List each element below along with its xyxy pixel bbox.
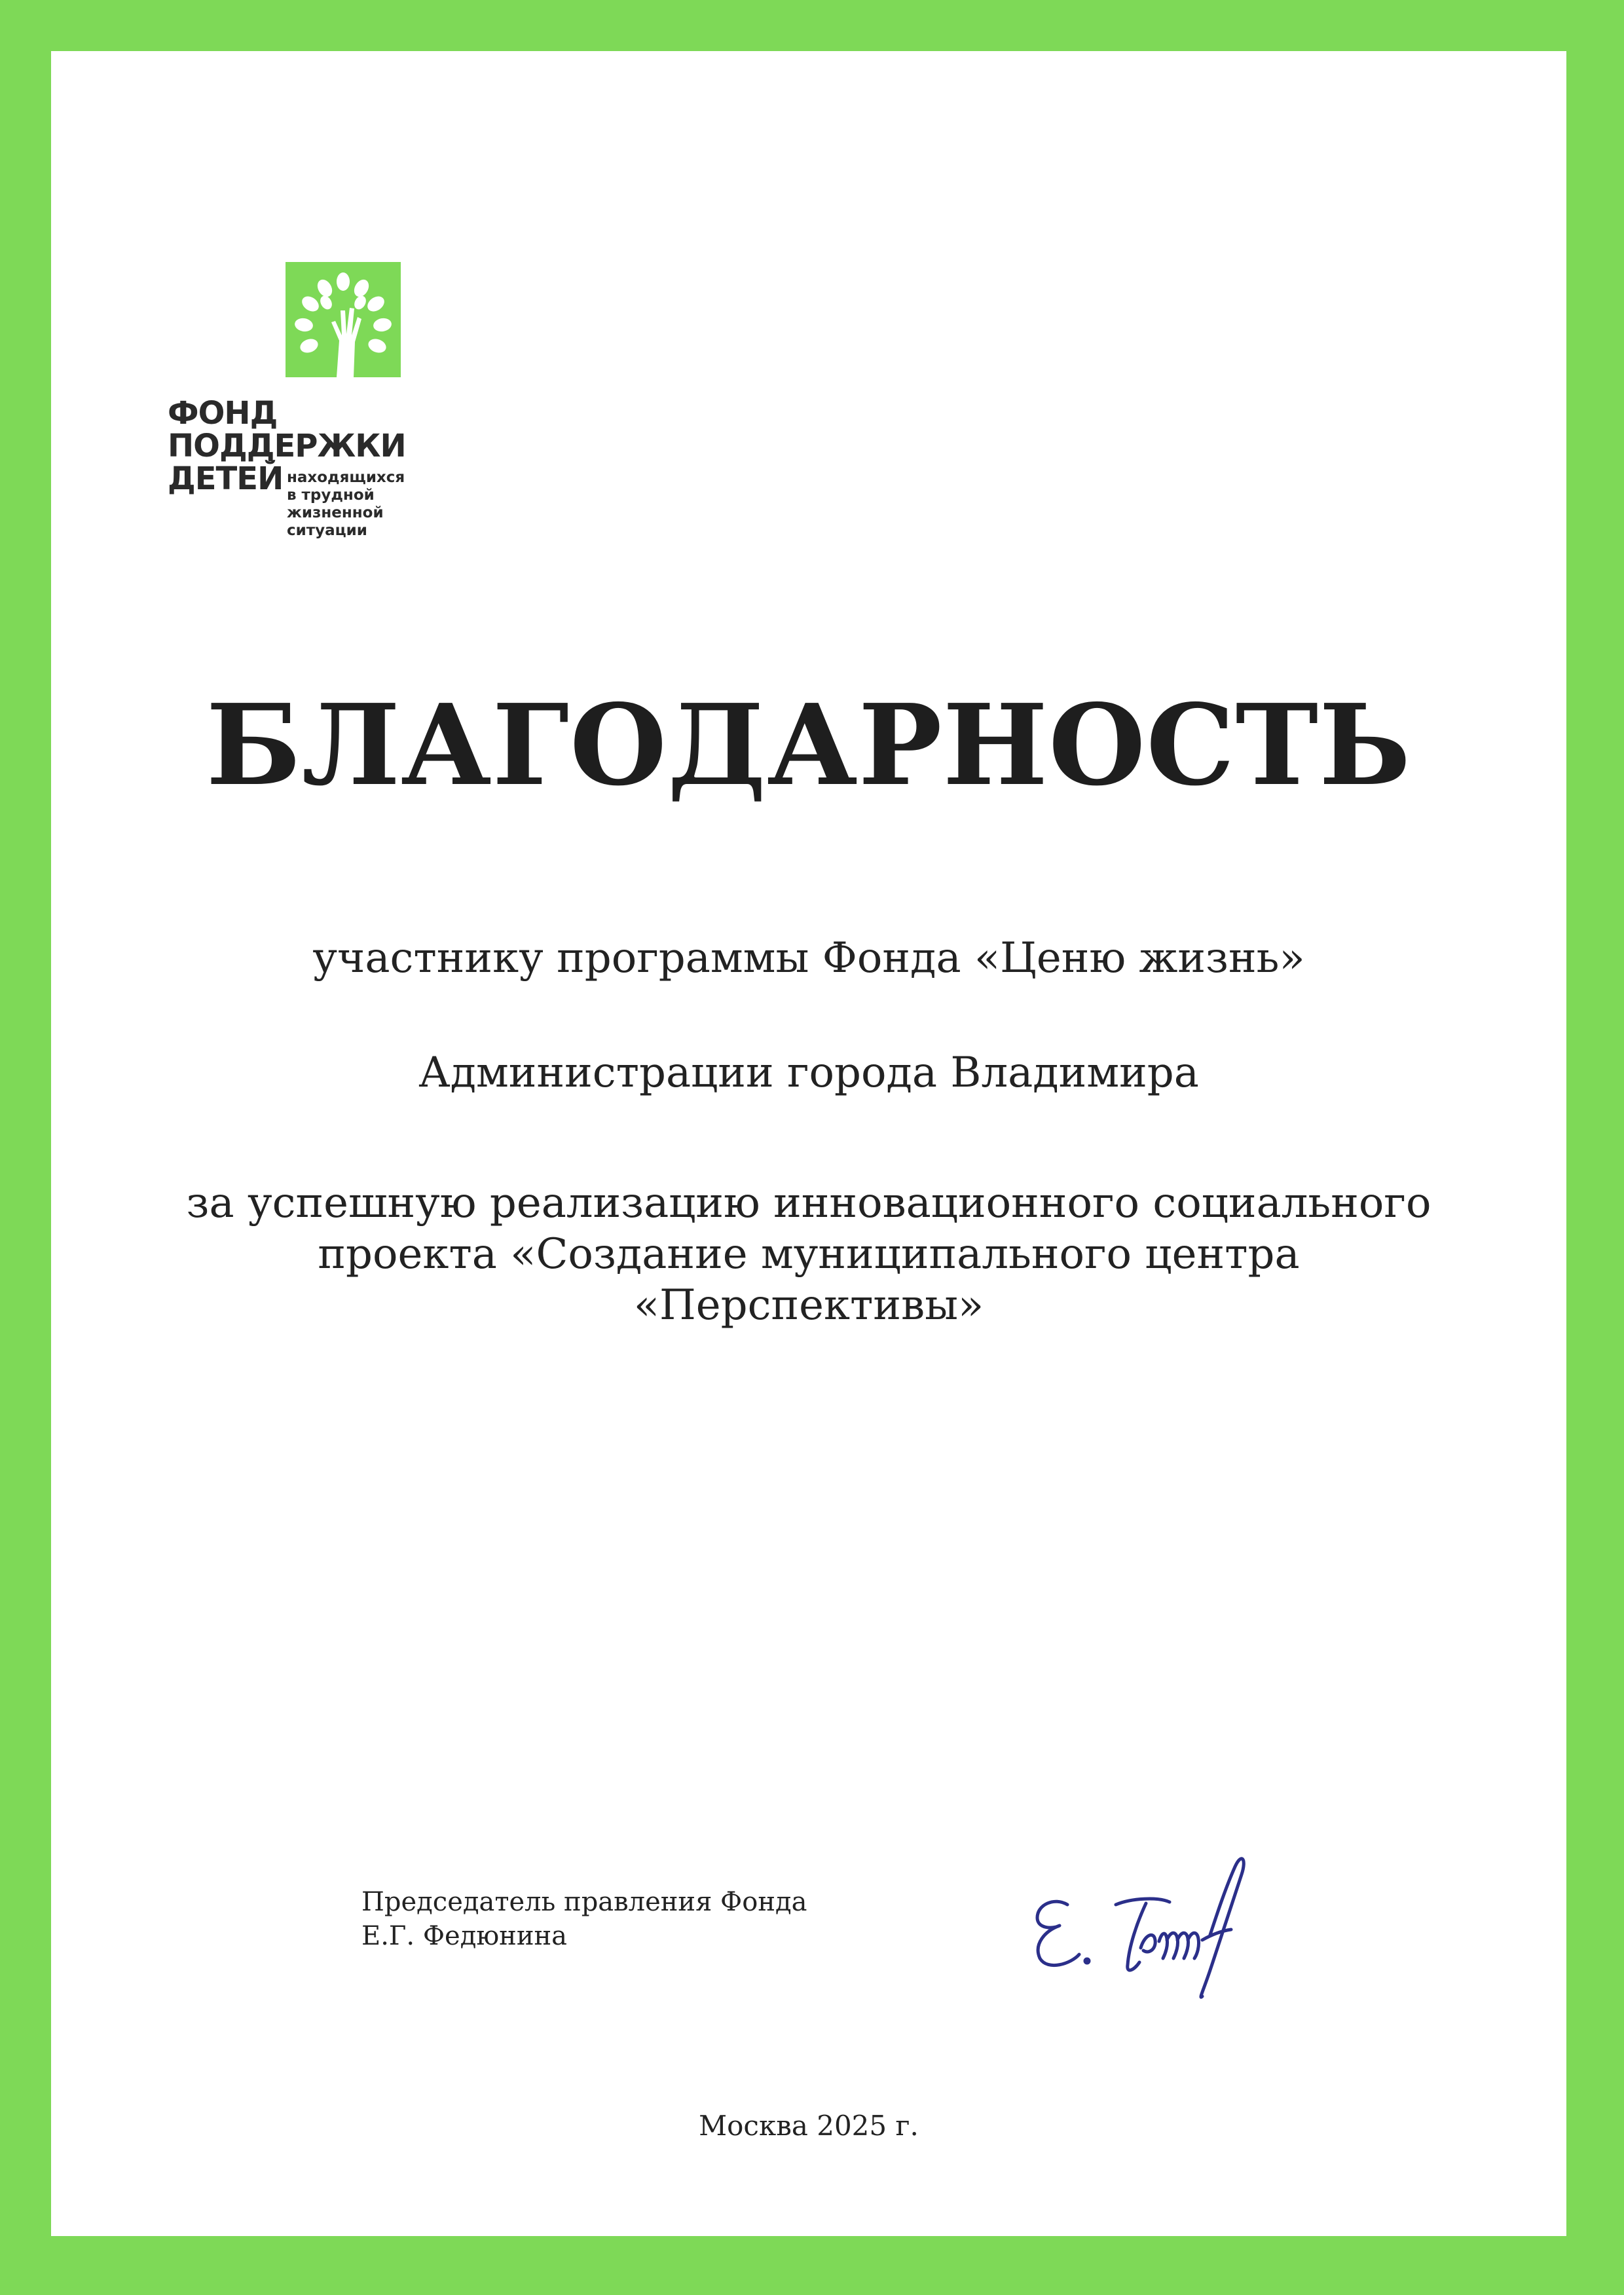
participant-line: участнику программы Фонда «Ценю жизнь» bbox=[312, 934, 1305, 982]
logo-square bbox=[286, 262, 401, 377]
recipient-line: Администрации города Владимира bbox=[418, 1049, 1199, 1097]
logo-subtitle-line: жизненной bbox=[287, 504, 384, 521]
logo-word-detey: ДЕТЕЙ bbox=[168, 460, 284, 497]
logo-subtitle-line: находящихся bbox=[287, 469, 405, 486]
handwritten-signature bbox=[994, 1806, 1321, 2029]
logo-word-podderzhki: ПОДДЕРЖКИ bbox=[168, 428, 406, 464]
signer-name: Е.Г. Федюнина bbox=[361, 1921, 567, 1951]
reason-line: «Перспективы» bbox=[633, 1281, 984, 1330]
place-and-year: Москва 2025 г. bbox=[699, 2110, 919, 2142]
signer-block bbox=[361, 1885, 807, 1953]
logo-subtitle-line: ситуации bbox=[287, 522, 367, 539]
reason-block bbox=[51, 1178, 1566, 1331]
logo-subtitle-line: в трудной bbox=[287, 487, 375, 504]
reason-line: проекта «Создание муниципального центра bbox=[318, 1230, 1300, 1278]
signer-position: Председатель правления Фонда bbox=[361, 1887, 807, 1917]
reason-line: за успешную реализацию инновационного социального bbox=[186, 1179, 1431, 1227]
certificate-sheet bbox=[51, 51, 1566, 2236]
foundation-logo bbox=[168, 262, 469, 550]
tree-hand-icon bbox=[286, 262, 401, 377]
certificate-title: БЛАГОДАРНОСТЬ bbox=[206, 680, 1412, 811]
logo-subtitle bbox=[287, 469, 405, 540]
logo-word-fond: ФОНД bbox=[168, 395, 278, 432]
